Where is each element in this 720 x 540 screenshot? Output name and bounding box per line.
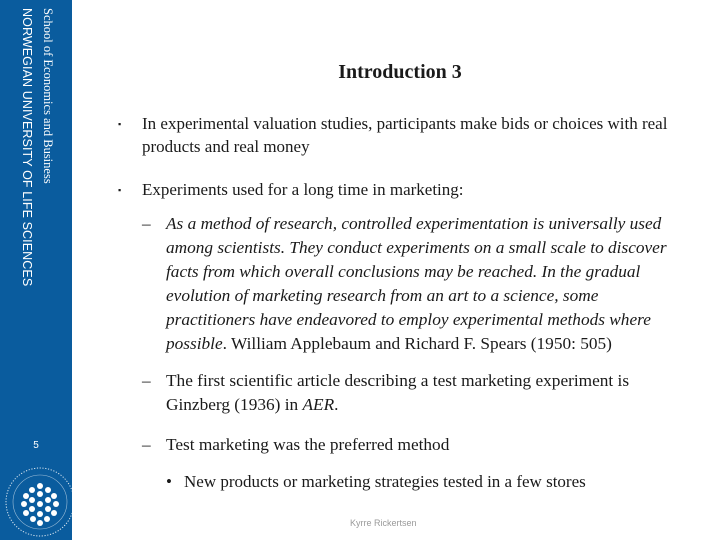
journal-name: AER [302,395,335,414]
square-bullet-icon: ▪ [118,185,122,195]
sub-bullet-article [142,369,688,417]
bullet-valuation [118,112,688,158]
sidebar [0,0,72,540]
bullet-valuation-text: In experimental valuation studies, participants make bids or choices with real products and real money [142,114,668,156]
page-number: 5 [33,440,39,451]
quote-block [166,212,688,356]
dash-marker: – [142,435,151,454]
slide-content [118,112,688,493]
sub-sub-bullet-stores [166,470,688,493]
article-text: The first scientific article describing a test marketing experiment is Ginzberg (1936) in [166,371,630,414]
footer-author: Kyrre Rickertsen [350,518,417,528]
dash-marker: – [142,371,151,390]
quote-text: As a method of research, controlled experimentation is universally used among scientists. They conduct experiments on a small scale to discover facts from which overall conclusions may be reached. In the gradual evolution of marketing research from an art to a science, some practitioners have endeavored to employ experimental methods where possible [166,214,667,353]
school-name: School of Economics and Business [41,8,55,184]
bullet-marketing-text: Experiments used for a long time in marketing: [142,180,464,199]
quote-attribution: . William Applebaum and Richard F. Spears (1950: 505) [222,334,612,353]
sub-bullet-method [142,433,688,457]
university-name: NORWEGIAN UNIVERSITY OF LIFE SCIENCES [20,8,34,287]
method-detail-text: New products or marketing strategies tested in a few stores [184,472,586,491]
dot-marker: • [166,472,172,491]
bullet-marketing [118,178,688,202]
article-block [166,369,688,417]
university-seal-icon [2,464,78,540]
article-end: . [334,395,339,414]
square-bullet-icon: ▪ [118,119,122,129]
sub-bullet-quote [142,212,688,356]
dash-marker: – [142,214,151,233]
slide-title: Introduction 3 [338,61,462,83]
method-text: Test marketing was the preferred method [166,435,450,454]
